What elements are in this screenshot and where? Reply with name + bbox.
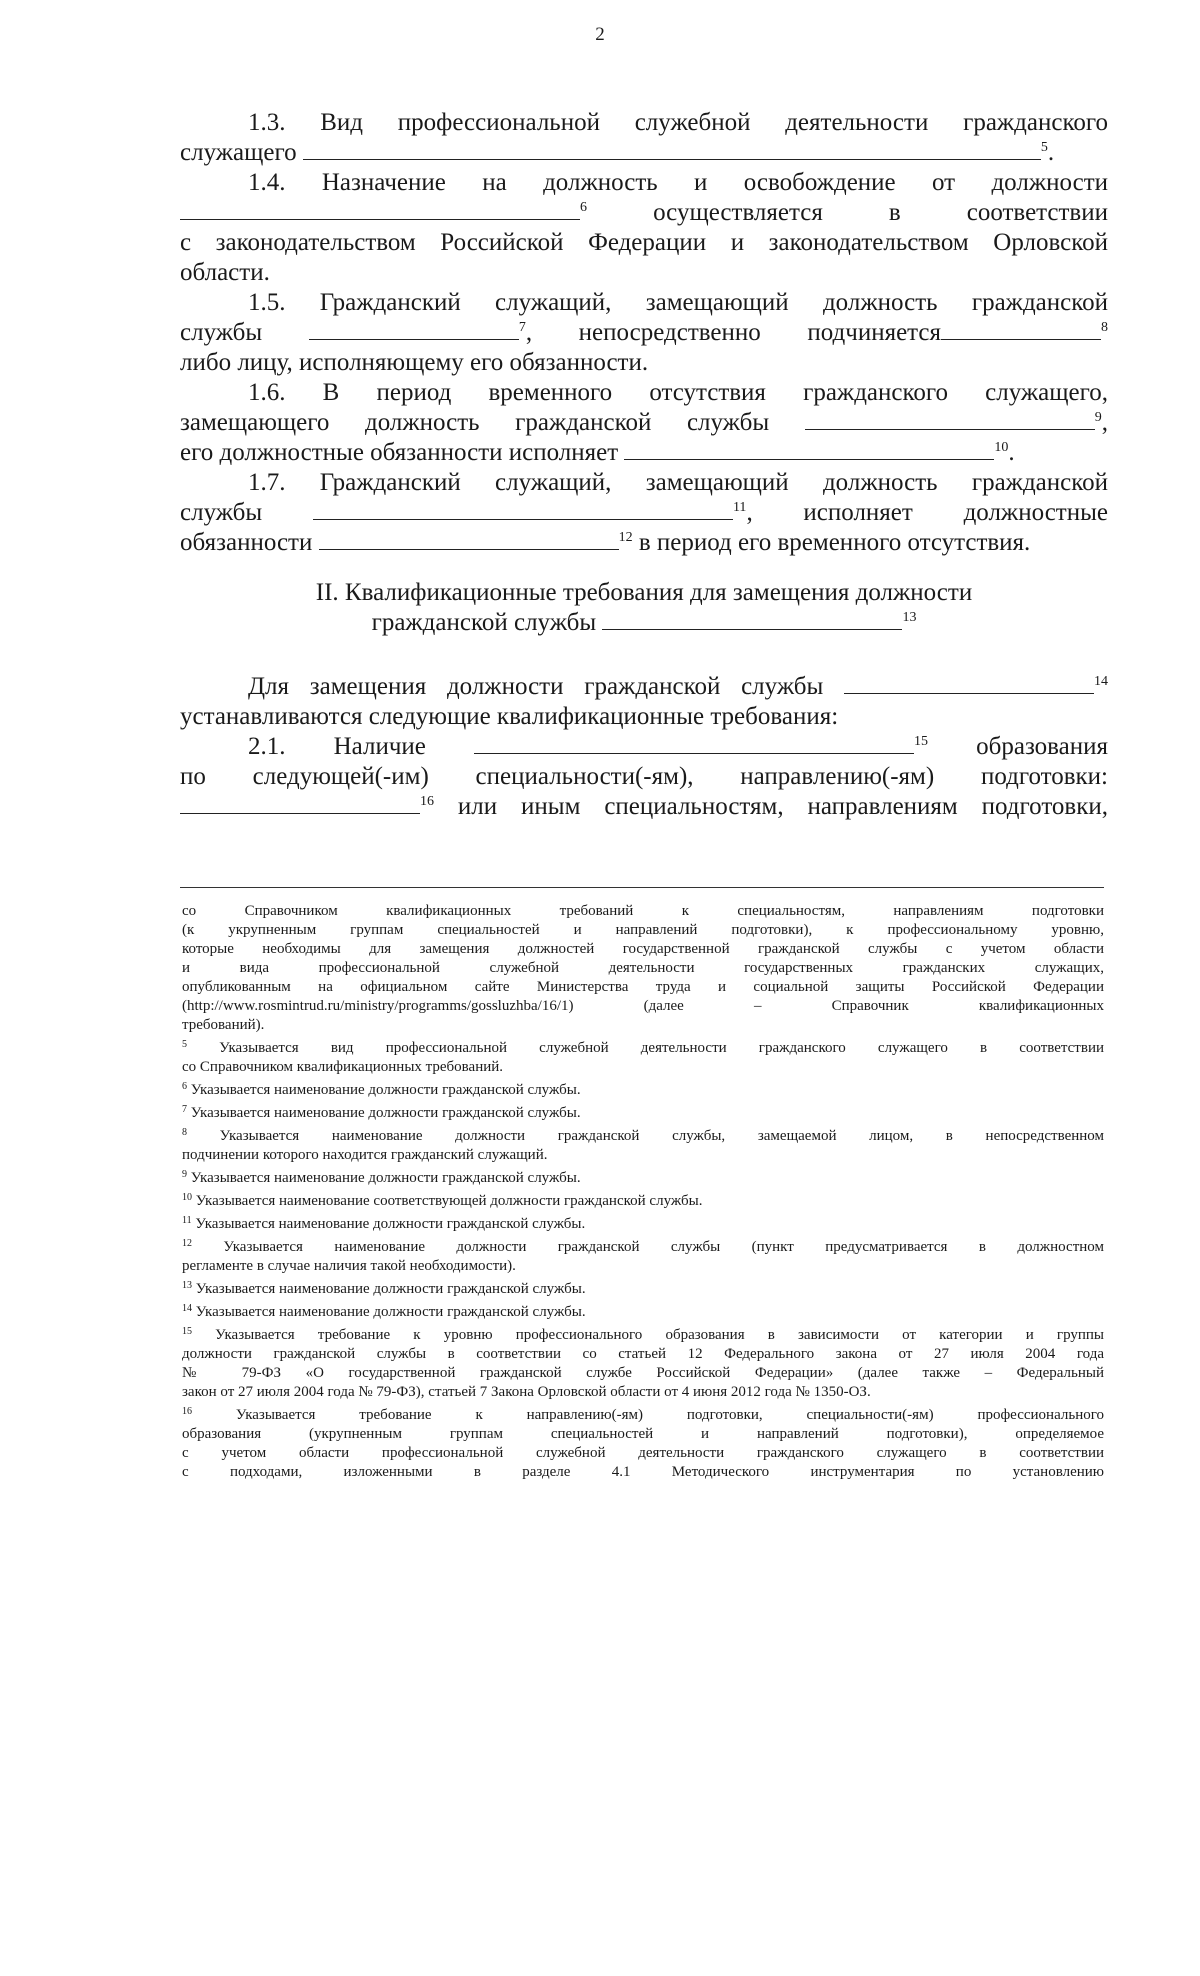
footnote-number: 8: [182, 1127, 187, 1138]
footnote-number: 5: [182, 1039, 187, 1050]
footnote-9: [182, 1169, 1104, 1188]
footnote-line: (http://www.rosmintrud.ru/ministry/programms/gossluzhba/16/1) (далее – Справочник квалификационных: [182, 998, 1104, 1014]
footnote-text: регламенте в случае наличия такой необходимости).: [182, 1258, 516, 1274]
footnote-line: требований).: [182, 1017, 265, 1033]
footnote-line: которые необходимы для замещения должностей государственной гражданской службы с учетом области: [182, 941, 1104, 957]
footnote-line: (к укрупненным группам специальностей и направлений подготовки), к профессиональному уровню,: [182, 922, 1104, 938]
footnote-text: Указывается вид профессиональной служебной деятельности гражданского служащего в соответствии: [219, 1040, 1104, 1056]
para-1-6-line2: замещающего должность гражданской службы $^9$,: [180, 409, 1108, 436]
footnote-text: Указывается требование к уровню профессионального образования в зависимости от категории и группы: [215, 1327, 1105, 1343]
section-2-intro-line2: устанавливаются следующие квалификационные требования:: [180, 703, 839, 730]
blank-field: [309, 318, 519, 340]
main-text: [180, 108, 1108, 822]
footnote-continuation: [182, 902, 1104, 1035]
blank-field: [319, 528, 619, 550]
footnote-10: [182, 1192, 1104, 1211]
blank-field: [805, 408, 1095, 430]
footnote-text: Указывается наименование должности гражданской службы.: [195, 1216, 586, 1232]
blank-field: [303, 138, 1041, 160]
footnote-line: опубликованным на официальном сайте Министерства труда и социальной защиты Российской Федерации: [182, 979, 1104, 995]
footnote-5: [182, 1039, 1104, 1077]
para-1-6-line3: его должностные обязанности исполняет $^{10}$.: [180, 439, 1015, 466]
footnote-14: [182, 1303, 1104, 1322]
footnote-text: с учетом области профессиональной служебной деятельности гражданского служащего в соответствии: [182, 1445, 1104, 1461]
footnote-text: с подходами, изложенными в разделе 4.1 Методического инструментария по установлению: [182, 1464, 1104, 1480]
footnote-text: подчинении которого находится гражданский служащий.: [182, 1147, 548, 1163]
footnote-13: [182, 1280, 1104, 1299]
footnote-line: со Справочником квалификационных требований к специальностям, направлениям подготовки: [182, 903, 1104, 919]
footnote-line: и вида профессиональной служебной деятельности государственных гражданских служащих,: [182, 960, 1104, 976]
footnote-12: [182, 1238, 1104, 1276]
footnote-text: должности гражданской службы в соответствии со статьей 12 Федерального закона от 27 июля 2004 года: [182, 1346, 1104, 1362]
footnote-6: [182, 1081, 1104, 1100]
para-1-5-line2: службы $^7$, непосредственно подчиняется $^8$: [180, 319, 1108, 346]
footnote-text: Указывается наименование соответствующей должности гражданской службы.: [195, 1193, 703, 1209]
footnote-number: 11: [182, 1215, 192, 1226]
footnote-number: 6: [182, 1081, 187, 1092]
footnote-number: 14: [182, 1303, 192, 1314]
footnotes: [182, 902, 1104, 1482]
blank-field: [474, 732, 914, 754]
para-1-4-line1: 1.4. Назначение на должность и освобождение от должности: [248, 169, 1108, 196]
footnote-number: 9: [182, 1169, 187, 1180]
footnote-text: Указывается наименование должности гражданской службы.: [190, 1105, 581, 1121]
footnote-text: Указывается требование к направлению(-ям) подготовки, специальности(-ям) профессионального: [235, 1407, 1105, 1423]
blank-field: [180, 198, 580, 220]
para-1-5-line1: 1.5. Гражданский служащий, замещающий должность гражданской: [248, 289, 1108, 316]
footnote-text: Указывается наименование должности гражданской службы.: [190, 1170, 581, 1186]
para-1-7-line2: службы $^{11}$, исполняет должностные: [180, 499, 1108, 526]
para-2-1-line2: по следующей(-им) специальности(-ям), направлению(-ям) подготовки:: [180, 763, 1108, 790]
footnote-number: 15: [182, 1326, 192, 1337]
para-1-5-line3: либо лицу, исполняющему его обязанности.: [180, 349, 649, 376]
blank-field: [313, 498, 733, 520]
footnote-text: Указывается наименование должности гражданской службы.: [195, 1304, 586, 1320]
footnote-text: Указывается наименование должности гражданской службы, замещаемой лицом, в непосредственном: [219, 1128, 1104, 1144]
footnote-number: 16: [182, 1406, 192, 1417]
blank-field: [180, 792, 420, 814]
footnote-16: [182, 1406, 1104, 1482]
footnote-15: [182, 1326, 1104, 1402]
section-2-intro-line1: Для замещения должности гражданской службы $^{14}$: [248, 673, 1109, 700]
footnote-text: закон от 27 июля 2004 года № 79-ФЗ), статьей 7 Закона Орловской области от 4 июня 2012 года № 1350-ОЗ.: [182, 1384, 871, 1400]
footnote-number: 10: [182, 1192, 192, 1203]
blank-field: [602, 608, 902, 630]
section-2-heading: II. Квалификационные требования для замещения должности гражданской службы $^{13}$: [315, 579, 973, 636]
blank-field: [624, 438, 994, 460]
footnote-separator: [180, 887, 1104, 888]
para-1-7-line1: 1.7. Гражданский служащий, замещающий должность гражданской: [248, 469, 1108, 496]
footnote-number: 7: [182, 1104, 187, 1115]
footnote-text: Указывается наименование должности гражданской службы (пункт предусматривается в должностном: [223, 1239, 1104, 1255]
footnote-text: № 79-ФЗ «О государственной гражданской службе Российской Федерации» (далее также – Федеральный: [182, 1365, 1104, 1381]
blank-field: [941, 318, 1101, 340]
para-1-3-line2: служащего $^5$.: [180, 139, 1055, 166]
footnote-text: образования (укрупненным группам специальностей и направлений подготовки), определяемое: [182, 1426, 1104, 1442]
footnote-7: [182, 1104, 1104, 1123]
para-1-4-line2: $^6$ осуществляется в соответствии: [180, 198, 1108, 228]
footnote-11: [182, 1215, 1104, 1234]
footnote-text: Указывается наименование должности гражданской службы.: [195, 1281, 586, 1297]
para-1-3-line1: 1.3. Вид профессиональной служебной деятельности гражданского: [248, 109, 1108, 136]
footnote-list: [182, 1039, 1104, 1482]
para-1-4-line3: с законодательством Российской Федерации и законодательством Орловской: [180, 229, 1108, 256]
para-1-4-line4: области.: [180, 259, 270, 286]
para-2-1-line1: 2.1. Наличие $^{15}$ образования: [248, 733, 1109, 760]
footnote-8: [182, 1127, 1104, 1165]
para-1-6-line1: 1.6. В период временного отсутствия гражданского служащего,: [248, 379, 1108, 406]
footnote-number: 12: [182, 1238, 192, 1249]
footnote-text: Указывается наименование должности гражданской службы.: [190, 1082, 581, 1098]
para-2-1-line3: $^{16}$ или иным специальностям, направлениям подготовки,: [180, 792, 1108, 822]
footnote-number: 13: [182, 1280, 192, 1291]
page-number: 2: [595, 24, 605, 45]
para-1-7-line3: обязанности $^{12}$ в период его временного отсутствия.: [180, 529, 1031, 556]
blank-field: [844, 672, 1094, 694]
footnote-text: со Справочником квалификационных требований.: [182, 1059, 504, 1075]
